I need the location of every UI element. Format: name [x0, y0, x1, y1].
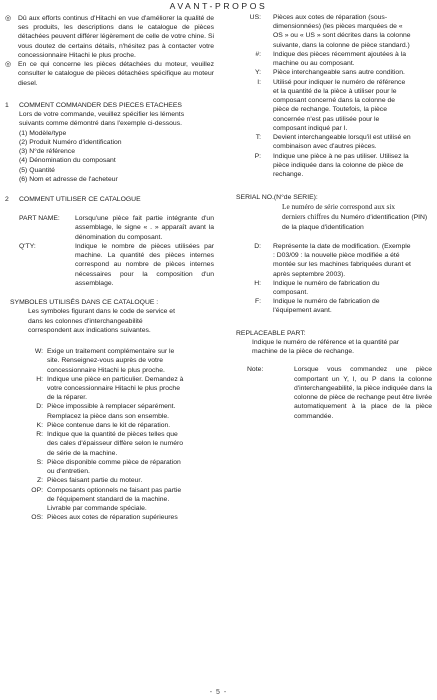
- definition-text: Lorsqu'une pièce fait partie intégrante d'un assemblage, le signe « . » apparaît avant la dénomination du composant.: [75, 215, 214, 241]
- symbol-text: Indique que la quantité de pièces telles que des cales d'épaisseur diffère selon le numéro de série de la machine.: [47, 431, 184, 457]
- symbol-item: [236, 297, 412, 315]
- symbol-text: Indique le numéro de fabrication de l'équipement avant.: [273, 298, 380, 315]
- section-1-line: (5) Quantité: [19, 166, 55, 174]
- symbol-item: [17, 458, 187, 476]
- intro-text: Dû aux efforts continus d'Hitachi en vue d'améliorer la qualité de ses produits, les descriptions dans le catalogue de pièces détachées peuvent différer légèrement de celle de votre chine. Si vous doutez de certains détails, n'hésitez pas à contacter votre concessionnaire Hitachi le plus proche.: [18, 15, 214, 59]
- section-1-line: (6) Nom et adresse de l'acheteur: [19, 175, 118, 183]
- serial-symbol-list: [236, 242, 412, 316]
- symbol-item: [236, 242, 412, 279]
- replaceable-note: [236, 365, 432, 420]
- symbol-item: [17, 375, 187, 403]
- section-1-line: (1) Modèle/type: [19, 129, 67, 137]
- intro-item: [5, 60, 214, 88]
- section-2-heading: [5, 195, 214, 204]
- symbol-key: OS:: [31, 514, 43, 522]
- symbol-text: Pièces faisant partie du moteur.: [47, 477, 143, 485]
- symbols-intro: [5, 307, 214, 335]
- symbol-key: S:: [36, 458, 43, 466]
- symbol-text: Pièce disponible comme pièce de réparation ou d'entretien.: [47, 458, 181, 476]
- symbol-key: K:: [36, 421, 43, 429]
- page-title: AVANT-PROPOS: [169, 1, 268, 11]
- definition-label: Q'TY:: [19, 242, 36, 250]
- definition-label: PART NAME:: [19, 215, 60, 223]
- section-1-line: suivants comme démontré dans l'exemple ci-dessous.: [19, 120, 182, 128]
- symbol-key: US:: [249, 14, 261, 21]
- section-1-body: [5, 110, 214, 184]
- serial-rest-text: Numéro d'identification (PIN) de la plaque d'identification: [282, 214, 428, 231]
- symbol-text: Utilisé pour indiquer le numéro de référence et la quantité de la pièce à utiliser pour le composant concerné dans la colonne de pièce de rechange. Toutefois, la pièce concernée n'est pas utilisée pour le composant indiqué par I.: [273, 78, 406, 132]
- symbol-item: [236, 68, 412, 77]
- symbol-text: Représente la date de modification. (Exemple : D03/09 : la nouvelle pièce modifiée a été montée sur les machines fabriquées durant et après septembre 2003).: [273, 242, 411, 278]
- section-1-line: (4) Dénomination du composant: [19, 157, 116, 165]
- symbol-key: I:: [257, 78, 261, 86]
- circle-bullet-icon: ◎: [5, 61, 12, 69]
- symbol-item: [17, 421, 187, 430]
- replaceable-line: Indique le numéro de référence et la quantité par: [252, 338, 399, 346]
- symbol-key: Z:: [36, 477, 43, 485]
- section-title: COMMENT COMMANDER DES PIECES ETACHEES: [19, 101, 182, 109]
- serial-heading: SERIAL NO.(N°de SERIE):: [236, 194, 318, 202]
- symbol-key: OP:: [31, 486, 43, 494]
- symbol-key: H:: [254, 279, 261, 287]
- symbols-heading: SYMBOLES UTILISÉS DANS CE CATALOQUE :: [10, 299, 159, 307]
- symbol-text: Exige un traitement complémentaire sur le site. Renseignez-vous auprès de votre concessionnaire Hitachi le plus proche.: [47, 348, 175, 374]
- left-column: [5, 14, 214, 522]
- symbol-text: Indique des pièces récemment ajoutées à la machine ou au composant.: [273, 50, 406, 68]
- section-1-line: (3) N°de référence: [19, 148, 75, 156]
- symbol-key: F:: [254, 298, 261, 306]
- section-1-line: Lors de votre commande, veuillez spécifier les léments: [19, 111, 185, 119]
- right-column: [236, 13, 432, 421]
- replaceable-heading: REPLACEABLE PART:: [236, 329, 306, 337]
- qty-definition: [5, 242, 214, 288]
- symbol-text: Pièce contenue dans le kit de réparation.: [47, 421, 171, 429]
- section-title: COMMENT UTILISER CE CATALOGUE: [19, 195, 141, 203]
- serial-serif-line: derniers chiffres du: [282, 212, 339, 222]
- symbol-key: W:: [34, 348, 43, 356]
- symbol-key: D:: [254, 242, 261, 250]
- symbol-item: [236, 13, 412, 50]
- symbols-intro-line: dans les colonnes d'interchangeabilité: [28, 317, 143, 325]
- symbol-item: [17, 347, 187, 375]
- symbol-item: [236, 133, 412, 151]
- symbols-intro-line: Les symboles figurant dans le code de service et: [28, 308, 175, 316]
- symbol-key: H:: [36, 375, 43, 383]
- note-label: Note:: [247, 366, 264, 374]
- section-1-line: (2) Produit Numéro d'identification: [19, 138, 122, 146]
- part-name-definition: [5, 214, 214, 242]
- symbol-text: Pièce interchangeable sans autre condition.: [273, 69, 405, 77]
- intro-item: [5, 14, 214, 60]
- symbol-item: [236, 279, 412, 297]
- symbol-text: Devient interchangeable lorsqu'il est utilisé en combinaison avec d'autres pièces.: [273, 134, 411, 151]
- right-symbol-list: [236, 13, 412, 179]
- symbol-text: Pièces aux cotes de réparation (sous-dimensionnées) (les pièces marquées de « OS » ou « US » sont décrites dans la colonne suivante, dans la colonne de pièce standard.): [273, 14, 411, 49]
- replaceable-line: machine de la pièce de rechange.: [252, 348, 355, 356]
- symbol-item: [17, 486, 187, 514]
- symbol-key: R:: [36, 431, 43, 439]
- section-number: 1: [5, 101, 9, 109]
- symbol-text: Indique le numéro de fabrication du composant.: [273, 279, 380, 297]
- symbol-key: Y:: [254, 69, 261, 77]
- symbol-list: [5, 347, 187, 522]
- symbol-item: [17, 402, 187, 420]
- symbol-text: Indique une pièce à ne pas utiliser. Utilisez la pièce indiquée dans la colonne de pièce de rechange.: [273, 152, 409, 178]
- symbol-text: Composants optionnels ne faisant pas partie de l'équipement standard de la machine. Livrable par commande spéciale.: [47, 486, 182, 513]
- serial-description: [236, 202, 432, 231]
- symbols-intro-line: correspondent aux indications suivantes.: [28, 326, 151, 334]
- symbol-text: Pièces aux cotes de réparation supérieures: [47, 514, 178, 522]
- section-number: 2: [5, 195, 9, 203]
- serial-serif-line: Le numéro de série correspond aux six: [282, 202, 396, 212]
- symbol-item: [17, 476, 187, 485]
- symbol-key: #:: [255, 50, 261, 58]
- section-1-heading: [5, 101, 214, 110]
- replaceable-text: [236, 338, 432, 356]
- symbol-key: P:: [254, 152, 261, 160]
- symbol-text: Indique une pièce en particulier. Demandez à votre concessionnaire Hitachi le plus proche de la réparer.: [47, 375, 184, 402]
- symbol-key: D:: [36, 403, 43, 411]
- symbol-item: [17, 430, 187, 458]
- symbol-text: Pièce impossible à remplacer séparément. Remplacez la pièce dans son ensemble.: [47, 403, 176, 420]
- symbol-item: [236, 50, 412, 68]
- symbol-key: T:: [255, 134, 261, 142]
- definition-text: Indique le nombre de pièces utilisées par machine. La quantité des pièces internes correspond au nombre de pièces internes nécessaires pour la composition d'un assemblage.: [75, 242, 214, 287]
- symbol-item: [236, 78, 412, 133]
- intro-text: En ce qui concerne les pièces détachées du moteur, veuillez consulter le catalogue de pièces détachées spécifique au moteur diesel.: [18, 61, 214, 87]
- symbol-item: [236, 152, 412, 180]
- note-text: Lorsque vous commandez une pièce comportant un Y, I, ou P dans la colonne d'interchangeabilité, la pièce indiquée dans la colonne de pièce de rechange peut être livrée automatiquement à la place de la pièce commandée.: [294, 366, 432, 420]
- page-number: - 5 -: [209, 689, 228, 696]
- circle-bullet-icon: ◎: [5, 15, 12, 22]
- symbol-item: [17, 513, 187, 522]
